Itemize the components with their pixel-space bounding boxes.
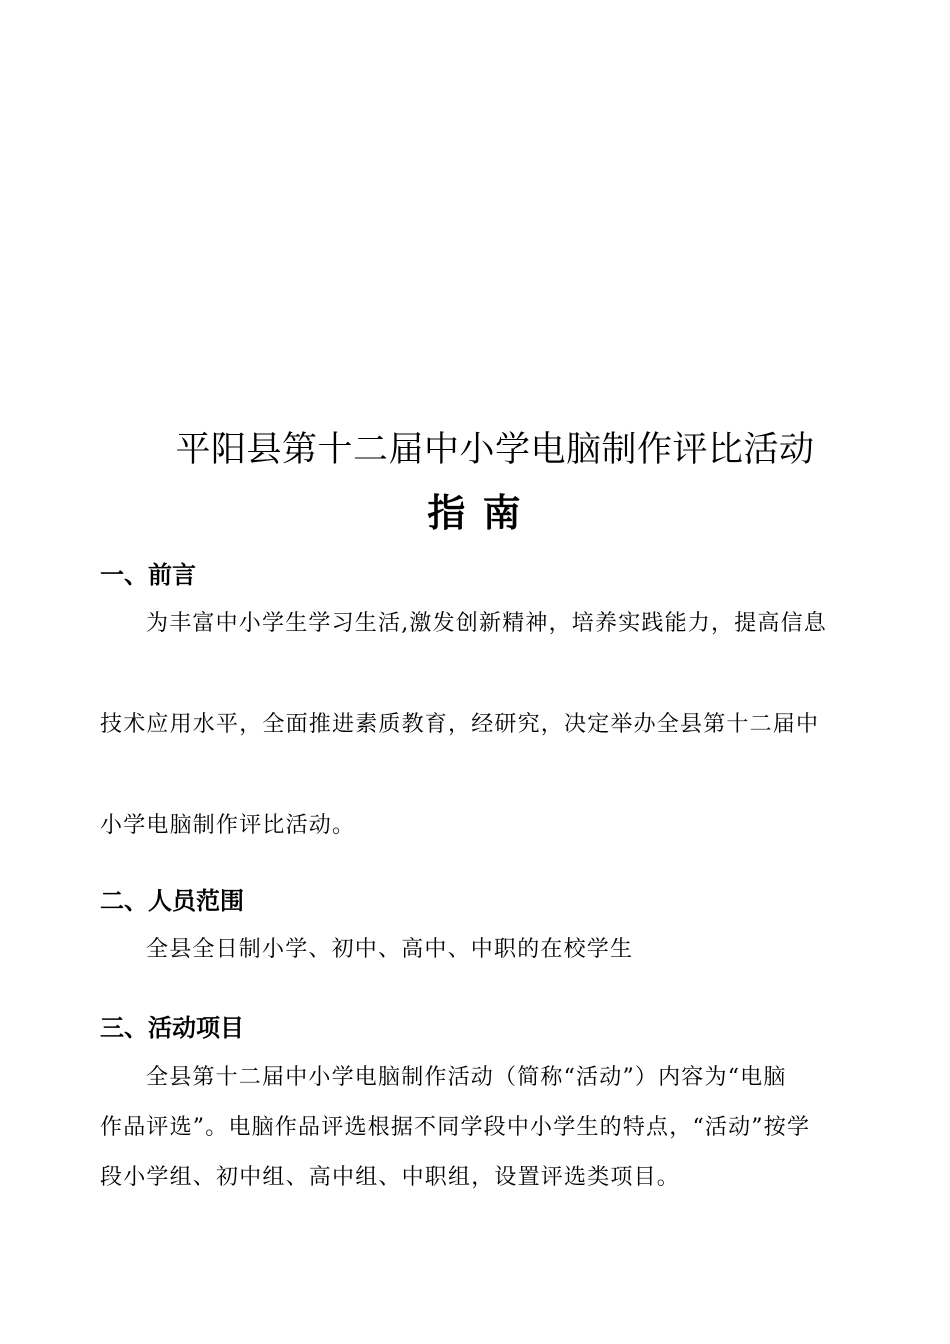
preface-line-2: 技术应用水平，全面推进素质教育，经研究，决定举办全县第十二届中 <box>100 712 820 737</box>
projects-line-1: 全县第十二届中小学电脑制作活动（简称“活动”）内容为“电脑 <box>146 1065 787 1090</box>
preface-line-3: 小学电脑制作评比活动。 <box>100 813 356 838</box>
projects-line-3: 段小学组、初中组、高中组、中职组，设置评选类项目。 <box>100 1165 681 1190</box>
projects-line-2: 作品评选”。电脑作品评选根据不同学段中小学生的特点，“活动”按学 <box>100 1115 811 1140</box>
scope-line-1: 全县全日制小学、初中、高中、中职的在校学生 <box>146 937 634 962</box>
section-heading-projects: 三、活动项目 <box>100 1014 244 1042</box>
preface-line-1: 为丰富中小学生学习生活,激发创新精神，培养实践能力，提高信息 <box>146 611 827 636</box>
section-heading-preface: 一、前言 <box>100 561 196 589</box>
document-title: 平阳县第十二届中小学电脑制作评比活动 <box>175 430 815 470</box>
section-heading-scope: 二、人员范围 <box>100 887 244 915</box>
document-subtitle: 指 南 <box>427 490 523 535</box>
